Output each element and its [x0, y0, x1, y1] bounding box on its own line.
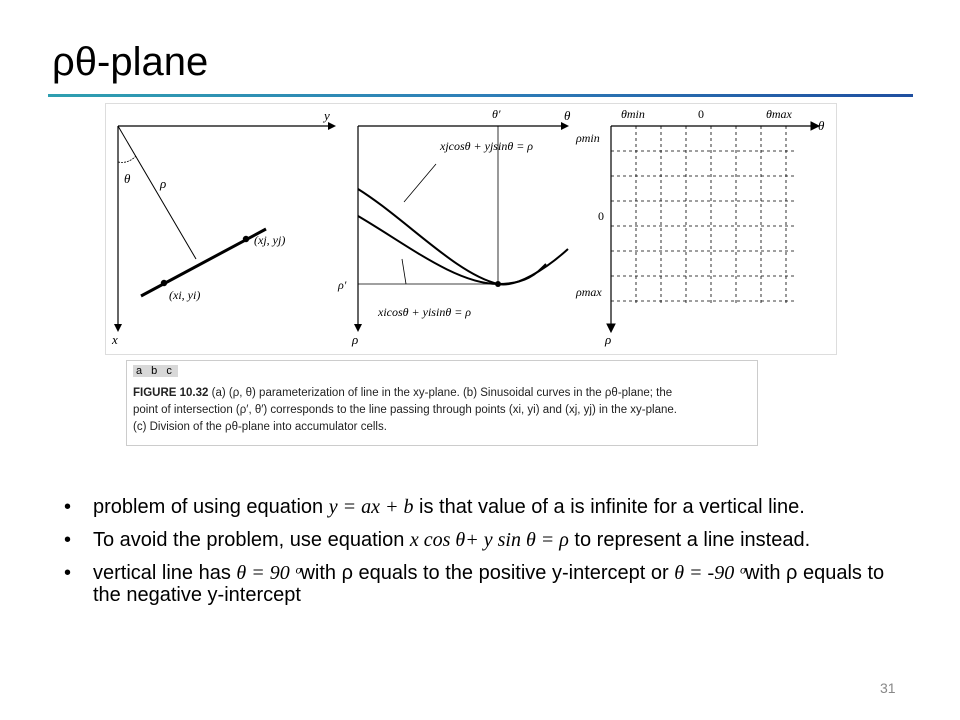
theta-axis-label-c: θ	[818, 118, 825, 133]
equation: y = ax + b	[328, 496, 414, 518]
rho-min-label: ρmin	[576, 131, 600, 145]
equation-i: xicosθ + yisinθ = ρ	[378, 305, 472, 319]
axis-x-label: x	[112, 332, 118, 347]
bullet-text: to represent a line instead.	[568, 529, 811, 551]
point-i-label: (xi, yi)	[169, 288, 201, 302]
axis-y-label: y	[324, 108, 330, 123]
bullet-list	[64, 496, 916, 617]
page-number: 31	[880, 680, 896, 696]
rho-prime-label: ρ′	[338, 278, 347, 292]
rho-label: ρ	[160, 176, 167, 191]
rho-max-label: ρmax	[576, 285, 602, 299]
figure-caption-box	[126, 360, 758, 446]
caption-line-3: (c) Division of the ρθ-plane into accumulator cells.	[133, 421, 387, 433]
equation-j: xjcosθ + yjsinθ = ρ	[440, 139, 534, 153]
theta-min-label: θmin	[621, 107, 645, 121]
bullet-text: To avoid the problem, use equation	[93, 529, 410, 551]
figure-10-32	[105, 103, 837, 355]
panel-c-labels	[575, 107, 825, 347]
theta-axis-label: θ	[564, 108, 571, 123]
bullet-item	[64, 496, 916, 518]
rho-axis-label: ρ	[352, 332, 359, 347]
bullet-text: is that value of a is infinite for a vertical line.	[413, 496, 805, 518]
panel-c	[607, 122, 819, 332]
zero-left-label: 0	[598, 209, 604, 223]
figure-caption	[133, 385, 748, 436]
caption-line-1: (a) (ρ, θ) parameterization of line in the xy-plane. (b) Sinusoidal curves in the ρθ-plane; the	[211, 387, 673, 399]
theta-label: θ	[124, 171, 131, 186]
slide-title: ρθ-plane	[52, 40, 209, 84]
theta-max-label: θmax	[766, 107, 792, 121]
bullet-text: problem of using equation	[93, 496, 329, 518]
bullet-item	[64, 529, 916, 551]
bullet-item	[64, 562, 916, 606]
equation: x cos θ+ y sin θ = ρ	[409, 529, 569, 551]
theta-prime-label: θ′	[492, 107, 501, 121]
equation: θ = -90 ᵒ	[674, 562, 745, 584]
equation: θ = 90 ᵒ	[236, 562, 301, 584]
point-j-label: (xj, yj)	[254, 233, 286, 247]
bullet-text: vertical line has	[93, 562, 237, 584]
bullet-text: with ρ equals to the positive y-intercept or	[300, 562, 675, 584]
rho-axis-label-c: ρ	[605, 332, 612, 347]
caption-line-2: point of intersection (ρ′, θ′) corresponds to the line passing through points (xi, yi) and (xj, yj) in the xy-plane.	[133, 404, 677, 416]
title-underline	[48, 94, 913, 97]
zero-top-label: 0	[698, 107, 704, 121]
figure-diagram	[106, 104, 836, 354]
panel-letters: a b c	[133, 365, 178, 377]
panel-b	[337, 107, 571, 347]
bullet-text: with ρ equals to the negative y-intercept	[93, 562, 885, 606]
caption-figure-label: FIGURE 10.32	[133, 387, 209, 399]
panel-a	[111, 108, 336, 347]
